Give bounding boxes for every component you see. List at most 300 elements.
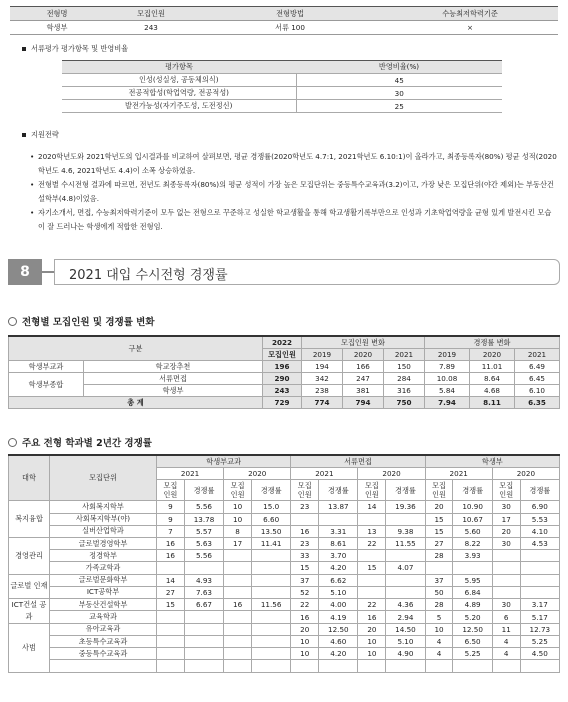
table-cell: 4.60 — [319, 636, 358, 648]
table-cell — [224, 562, 252, 574]
table-cell: 5.56 — [184, 501, 223, 513]
table-cell — [184, 648, 223, 660]
college-cell: 사범 — [9, 623, 50, 672]
table-cell: 4.36 — [386, 598, 425, 611]
table-cell: 학생부 — [84, 385, 263, 397]
table-row — [9, 550, 560, 562]
table-header: 수능최저학력기준 — [382, 7, 558, 21]
table-cell — [386, 574, 425, 586]
table-cell: 학교장추천 — [84, 361, 263, 373]
table-header: 경쟁률 — [453, 480, 492, 501]
unit-cell: 부동산건설학부 — [50, 598, 157, 611]
table-cell: 5.53 — [520, 513, 559, 525]
table-cell: × — [382, 21, 558, 35]
table-row — [9, 361, 560, 373]
table-cell: 342 — [302, 373, 343, 385]
table-header: 평가항목 — [62, 61, 296, 74]
table-cell: 28 — [425, 598, 453, 611]
table-header: 경쟁률 변화 — [425, 336, 560, 349]
eval-ratio-table — [62, 60, 502, 113]
table-cell: 9 — [157, 501, 185, 513]
section-title: 2021 대입 수시전형 경쟁률 — [69, 268, 228, 283]
table-cell — [291, 513, 319, 525]
table-row — [9, 525, 560, 537]
table-cell: 27 — [425, 537, 453, 549]
table-cell: 10.67 — [453, 513, 492, 525]
table-cell — [252, 586, 291, 598]
table-cell: 서류 100 — [198, 21, 382, 35]
table-cell — [319, 513, 358, 525]
table-header: 2021 — [425, 468, 492, 480]
table-cell: 243 — [104, 21, 198, 35]
table-header: 모집 인원 — [492, 480, 520, 501]
table-cell — [224, 611, 252, 624]
table-cell — [492, 660, 520, 672]
table-cell: 13.87 — [319, 501, 358, 513]
table-cell: 6.10 — [515, 385, 560, 397]
table-cell: 10 — [358, 636, 386, 648]
table-cell — [252, 611, 291, 624]
table-cell: 7 — [157, 525, 185, 537]
table-cell: 4.93 — [184, 574, 223, 586]
table-cell — [425, 660, 453, 672]
table-cell — [386, 660, 425, 672]
table-cell: 17 — [492, 513, 520, 525]
table-header: 전형방법 — [198, 7, 382, 21]
list-item: • 전형별 수시전형 결과에 따르면, 전년도 최종등록자(80%)의 평균 성적이 가장 높은 모집단위는 중등특수교육과(3.2)이고, 가장 낮은 모집단위(야간 제외)는 부동산건설학부(4.8)이었음. — [30, 178, 558, 206]
table-cell — [386, 513, 425, 525]
unit-cell: 가족교학과 — [50, 562, 157, 574]
table-cell: 20 — [492, 525, 520, 537]
table-cell — [386, 550, 425, 562]
table-header: 구분 — [9, 336, 263, 361]
table-cell: 11.01 — [470, 361, 515, 373]
table-cell: 5.25 — [453, 648, 492, 660]
table-cell: 15 — [425, 525, 453, 537]
table-cell: 2.94 — [386, 611, 425, 624]
table-cell — [224, 623, 252, 635]
table-cell: 4.00 — [319, 598, 358, 611]
table-row — [9, 574, 560, 586]
table-header: 2021 — [384, 349, 425, 361]
table-cell: 10 — [224, 501, 252, 513]
table-cell: 6 — [492, 611, 520, 624]
table-row — [9, 562, 560, 574]
table-cell: 12.50 — [319, 623, 358, 635]
table-cell: 7.89 — [425, 361, 470, 373]
table-cell: 4 — [425, 636, 453, 648]
table-header: 2020 — [470, 349, 515, 361]
table-cell: 15.0 — [252, 501, 291, 513]
table-cell: 16 — [224, 598, 252, 611]
unit-cell: 글로벌문화학부 — [50, 574, 157, 586]
table-cell: 5.10 — [386, 636, 425, 648]
table-cell: 9.38 — [386, 525, 425, 537]
table-cell: 16 — [291, 611, 319, 624]
table-cell: 10 — [291, 648, 319, 660]
table-header: 대학 — [9, 455, 50, 501]
table-cell — [157, 623, 185, 635]
table-cell: 247 — [343, 373, 384, 385]
table-header: 경쟁률 — [386, 480, 425, 501]
table-cell — [252, 623, 291, 635]
table-cell — [358, 586, 386, 598]
table-cell: 16 — [291, 525, 319, 537]
table-cell: 33 — [291, 550, 319, 562]
table-cell — [224, 660, 252, 672]
unit-cell — [50, 660, 157, 672]
table-cell: 4 — [492, 636, 520, 648]
table-cell: 37 — [425, 574, 453, 586]
square-bullet-icon — [22, 47, 26, 51]
table-cell: 794 — [343, 397, 384, 409]
table-cell: 8.22 — [453, 537, 492, 549]
table-cell: 20 — [291, 623, 319, 635]
total-row — [9, 397, 560, 409]
table-cell: 284 — [384, 373, 425, 385]
table-cell: 774 — [302, 397, 343, 409]
table-cell: 6.35 — [515, 397, 560, 409]
table-cell: 4.53 — [520, 537, 559, 549]
table-cell — [425, 562, 453, 574]
table-cell — [157, 636, 185, 648]
table-cell: 전공적합성(학업역량, 전공적성) — [62, 87, 296, 100]
table-cell: 23 — [291, 537, 319, 549]
table-cell: 14 — [358, 501, 386, 513]
table-cell: 15 — [291, 562, 319, 574]
table-cell — [184, 636, 223, 648]
table-cell: 5.60 — [453, 525, 492, 537]
table-cell: 4.68 — [470, 385, 515, 397]
table-cell: 5.17 — [520, 611, 559, 624]
table-cell: 5.56 — [184, 550, 223, 562]
unit-cell: 사회복지학부(야) — [50, 513, 157, 525]
table-cell — [319, 660, 358, 672]
section-title-box — [54, 259, 560, 285]
strategy-list — [30, 150, 558, 234]
unit-cell: ICT공학부 — [50, 586, 157, 598]
unit-cell: 사회복지학부 — [50, 501, 157, 513]
table-cell: 13.78 — [184, 513, 223, 525]
table-cell: 9 — [157, 513, 185, 525]
table-cell: 28 — [425, 550, 453, 562]
subsection-heading: 주요 전형 학과별 2년간 경쟁률 — [8, 435, 152, 449]
table-cell: 4.50 — [520, 648, 559, 660]
table-cell: 4 — [492, 648, 520, 660]
table-header: 2020 — [492, 468, 559, 480]
table-cell — [157, 660, 185, 672]
unit-cell: 유아교육과 — [50, 623, 157, 635]
table-cell: 30 — [492, 598, 520, 611]
table-cell: 14 — [157, 574, 185, 586]
table-cell: 316 — [384, 385, 425, 397]
table-cell — [358, 513, 386, 525]
table-cell: 150 — [384, 361, 425, 373]
table-row — [9, 648, 560, 660]
table-cell: 3.70 — [319, 550, 358, 562]
table-row — [9, 373, 560, 385]
table-cell: 52 — [291, 586, 319, 598]
table-cell: 5 — [425, 611, 453, 624]
table-cell — [520, 574, 559, 586]
table-cell — [224, 550, 252, 562]
table-cell — [224, 586, 252, 598]
table-cell: 30 — [492, 537, 520, 549]
table-cell — [252, 648, 291, 660]
table-cell: 4.89 — [453, 598, 492, 611]
table-cell — [157, 611, 185, 624]
table-header: 2021 — [157, 468, 224, 480]
table-cell: 166 — [343, 361, 384, 373]
table-header: 모집 인원 — [425, 480, 453, 501]
table-cell: 3.31 — [319, 525, 358, 537]
circle-bullet-icon — [8, 438, 17, 447]
unit-cell: 글로벌경영학부 — [50, 537, 157, 549]
unit-cell: 정경학부 — [50, 550, 157, 562]
table-row — [9, 513, 560, 525]
table-cell: 11.55 — [386, 537, 425, 549]
table-cell: 4.20 — [319, 648, 358, 660]
table-cell — [358, 574, 386, 586]
table-cell: 6.50 — [453, 636, 492, 648]
table-cell: 15 — [358, 562, 386, 574]
table-header: 모집인원 변화 — [302, 336, 425, 349]
department-competition-table — [8, 454, 560, 673]
table-cell: 6.67 — [184, 598, 223, 611]
table-cell: 13 — [358, 525, 386, 537]
table-cell: 17 — [224, 537, 252, 549]
table-cell: 16 — [157, 537, 185, 549]
table-cell: 4.10 — [520, 525, 559, 537]
subsection-heading: 전형별 모집인원 및 경쟁률 변화 — [8, 314, 155, 328]
table-row — [9, 385, 560, 397]
table-cell — [252, 636, 291, 648]
table-cell: 15 — [157, 598, 185, 611]
eval-heading: 서류평가 평가항목 및 반영비율 — [22, 44, 128, 54]
table-cell — [252, 574, 291, 586]
table-cell — [520, 586, 559, 598]
table-header: 반영비율(%) — [296, 61, 502, 74]
table-header: 2019 — [425, 349, 470, 361]
connector-line — [42, 271, 54, 273]
table-cell — [224, 636, 252, 648]
table-cell: 4 — [425, 648, 453, 660]
table-cell — [492, 574, 520, 586]
table-cell: 45 — [296, 74, 502, 87]
strategy-heading: 지원전략 — [22, 130, 59, 140]
table-header: 경쟁률 — [184, 480, 223, 501]
table-header: 2021 — [515, 349, 560, 361]
table-cell: 37 — [291, 574, 319, 586]
table-row — [9, 537, 560, 549]
table-cell: 5.57 — [184, 525, 223, 537]
table-cell: 7.94 — [425, 397, 470, 409]
table-cell — [492, 562, 520, 574]
table-header: 모집 인원 — [224, 480, 252, 501]
table-row — [9, 586, 560, 598]
table-cell: 총 계 — [9, 397, 263, 409]
table-cell: 발전가능성(자기주도성, 도전정신) — [62, 100, 296, 113]
table-cell: 729 — [263, 397, 302, 409]
table-cell: 5.95 — [453, 574, 492, 586]
table-cell — [184, 562, 223, 574]
table-cell — [358, 660, 386, 672]
table-cell: 5.10 — [319, 586, 358, 598]
table-header: 경쟁률 — [319, 480, 358, 501]
table-row — [9, 660, 560, 672]
table-cell: 6.49 — [515, 361, 560, 373]
table-header: 전형명 — [10, 7, 104, 21]
table-cell: 27 — [157, 586, 185, 598]
table-header: 모집 인원 — [358, 480, 386, 501]
table-cell: 25 — [296, 100, 502, 113]
table-cell — [520, 550, 559, 562]
table-cell — [520, 562, 559, 574]
table-cell: 3.93 — [453, 550, 492, 562]
circle-bullet-icon — [8, 317, 17, 326]
table-cell: 381 — [343, 385, 384, 397]
competition-table — [8, 335, 560, 409]
table-cell — [252, 660, 291, 672]
table-cell: 10 — [425, 623, 453, 635]
table-cell — [252, 562, 291, 574]
table-header: 모집 인원 — [157, 480, 185, 501]
table-cell: 8.11 — [470, 397, 515, 409]
table-cell: 6.62 — [319, 574, 358, 586]
table-header: 2020 — [224, 468, 291, 480]
table-cell: 290 — [263, 373, 302, 385]
table-cell: 학생부 — [10, 21, 104, 35]
table-cell: 10.90 — [453, 501, 492, 513]
table-header: 2022 — [263, 336, 302, 349]
table-cell: 5.63 — [184, 537, 223, 549]
table-header: 모집인원 — [263, 349, 302, 361]
section-header — [8, 259, 560, 285]
table-cell: 16 — [358, 611, 386, 624]
table-cell: 6.45 — [515, 373, 560, 385]
table-header: 학생부 — [425, 455, 559, 468]
college-cell: 경영관리 — [9, 537, 50, 574]
table-header: 모집 인원 — [291, 480, 319, 501]
table-cell: 11 — [492, 623, 520, 635]
table-cell: 16 — [157, 550, 185, 562]
table-cell: 194 — [302, 361, 343, 373]
unit-cell: 교육학과 — [50, 611, 157, 624]
table-cell: 13.50 — [252, 525, 291, 537]
table-header: 모집단위 — [50, 455, 157, 501]
table-cell: 238 — [302, 385, 343, 397]
table-row — [9, 611, 560, 624]
list-item: • 자기소개서, 면접, 수능최저학력기준이 모두 없는 전형으로 꾸준하고 성실한 학교생활을 통해 학교생활기록부만으로 인성과 기초학업역량을 균형 있게 발전시킨 모습이 잘 드러나는 학생에게 적합한 전형임. — [30, 206, 558, 234]
table-cell — [184, 611, 223, 624]
table-cell — [492, 550, 520, 562]
table-cell: 23 — [291, 501, 319, 513]
table-cell — [224, 574, 252, 586]
unit-cell: 실버산업학과 — [50, 525, 157, 537]
table-header: 2019 — [302, 349, 343, 361]
table-row — [9, 598, 560, 611]
table-cell: 7.63 — [184, 586, 223, 598]
table-cell — [453, 562, 492, 574]
table-cell: 4.20 — [319, 562, 358, 574]
unit-cell: 초등특수교육과 — [50, 636, 157, 648]
table-cell: 8.61 — [319, 537, 358, 549]
table-cell: 50 — [425, 586, 453, 598]
table-cell: 6.84 — [453, 586, 492, 598]
table-cell — [157, 562, 185, 574]
table-cell: 서류면접 — [84, 373, 263, 385]
table-cell: 8 — [224, 525, 252, 537]
table-cell: 11.56 — [252, 598, 291, 611]
table-cell: 30 — [492, 501, 520, 513]
table-cell: 3.17 — [520, 598, 559, 611]
table-row — [9, 623, 560, 635]
table-header: 2020 — [343, 349, 384, 361]
table-cell — [492, 586, 520, 598]
table-header: 2020 — [358, 468, 425, 480]
table-cell — [453, 660, 492, 672]
table-cell — [157, 648, 185, 660]
table-cell: 750 — [384, 397, 425, 409]
table-cell: 12.50 — [453, 623, 492, 635]
table-cell — [184, 660, 223, 672]
table-cell — [224, 648, 252, 660]
table-header: 모집인원 — [104, 7, 198, 21]
table-cell: 6.60 — [252, 513, 291, 525]
college-cell: 글로벌 인재 — [9, 574, 50, 598]
college-cell: ICT건설 공과 — [9, 598, 50, 623]
table-cell: 30 — [296, 87, 502, 100]
table-cell: 5.25 — [520, 636, 559, 648]
list-item: • 2020학년도와 2021학년도의 입시결과를 비교하여 살펴보면, 평균 경쟁률(2020학년도 4.7:1, 2021학년도 6.10:1)이 올라가고, 최종등록자(80%) 평균 성적(2020학년도 4.6, 2021학년도 4.4)이 소폭 상승하였음. — [30, 150, 558, 178]
table-cell: 19.36 — [386, 501, 425, 513]
table-cell: 10 — [358, 648, 386, 660]
table-cell: 4.07 — [386, 562, 425, 574]
table-cell — [386, 586, 425, 598]
square-bullet-icon — [22, 133, 26, 137]
table-cell — [184, 623, 223, 635]
table-cell: 5.20 — [453, 611, 492, 624]
table-cell: 8.64 — [470, 373, 515, 385]
table-header: 경쟁률 — [252, 480, 291, 501]
table-cell: 20 — [358, 623, 386, 635]
section-number: 8 — [8, 259, 42, 285]
table-row — [9, 636, 560, 648]
table-cell — [520, 660, 559, 672]
table-cell: 10.08 — [425, 373, 470, 385]
college-cell: 복지융합 — [9, 501, 50, 538]
table-cell: 학생부종합 — [9, 373, 84, 397]
table-cell: 11.41 — [252, 537, 291, 549]
table-cell: 196 — [263, 361, 302, 373]
table-cell — [252, 550, 291, 562]
table-header: 학생부교과 — [157, 455, 291, 468]
table-cell: 10 — [291, 636, 319, 648]
table-cell: 243 — [263, 385, 302, 397]
table-row — [9, 501, 560, 513]
table-cell: 22 — [358, 598, 386, 611]
table-cell: 5.84 — [425, 385, 470, 397]
table-cell: 4.19 — [319, 611, 358, 624]
table-cell: 학생부교과 — [9, 361, 84, 373]
table-header: 2021 — [291, 468, 358, 480]
table-cell: 10 — [224, 513, 252, 525]
table-cell: 14.50 — [386, 623, 425, 635]
table-cell: 4.90 — [386, 648, 425, 660]
table-cell: 인성(성실성, 공동체의식) — [62, 74, 296, 87]
table-cell — [358, 550, 386, 562]
table-cell: 22 — [291, 598, 319, 611]
